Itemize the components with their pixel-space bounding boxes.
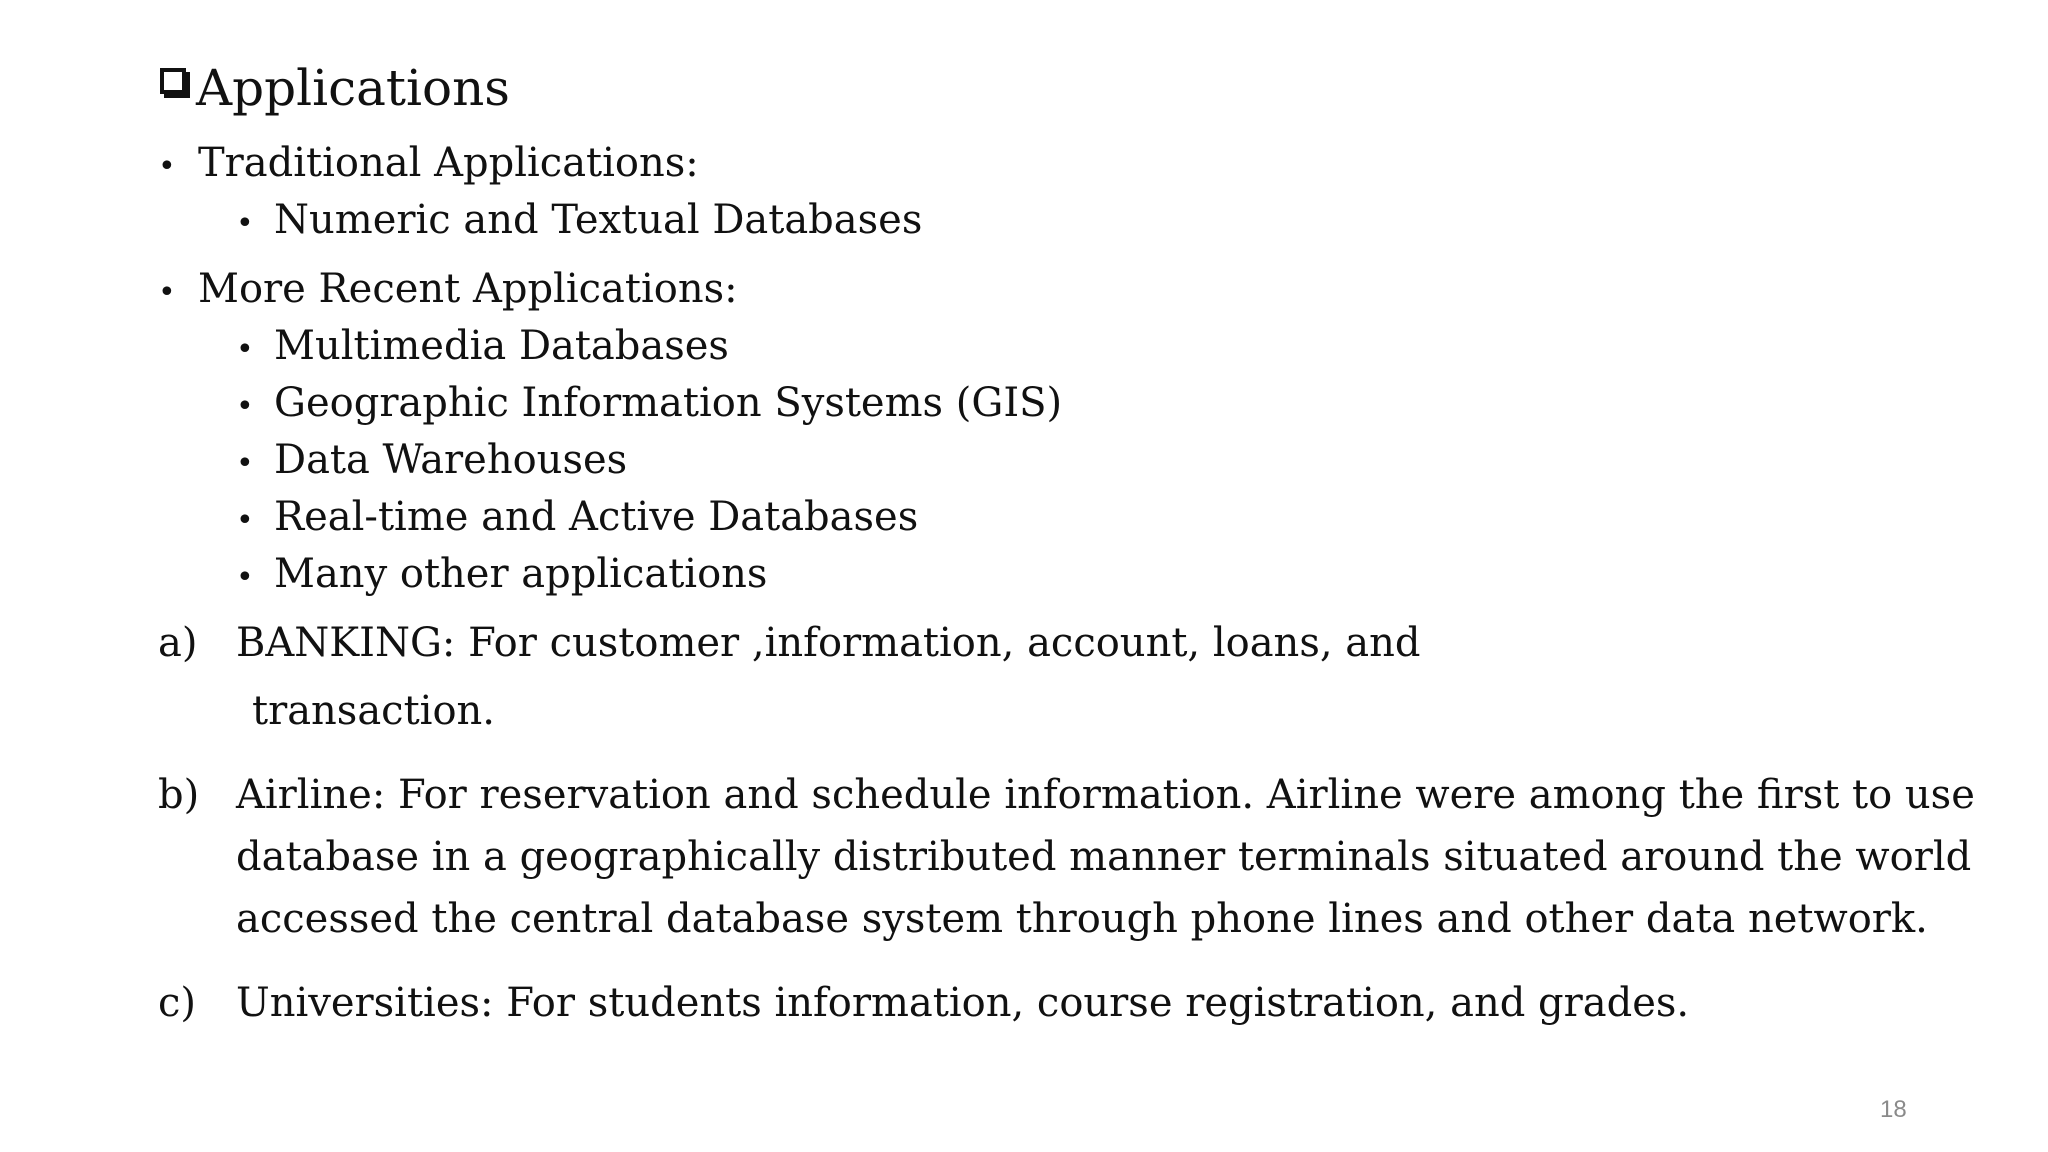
bullet-dot-icon: • <box>236 446 254 481</box>
slide-heading <box>160 56 510 120</box>
page-number: 18 <box>1880 1096 1907 1123</box>
sub-bullet-item <box>236 195 922 249</box>
item-line: BANKING: For customer ,information, account, loans, and <box>236 620 1421 666</box>
heading-text: Applications <box>196 59 510 117</box>
item-line: accessed the central database system through phone lines and other data network. <box>236 896 1928 942</box>
item-marker: b) <box>158 772 200 818</box>
bullet-label: More Recent Applications: <box>198 266 738 312</box>
bullet-label: Traditional Applications: <box>198 140 699 186</box>
item-marker: c) <box>158 980 197 1026</box>
lettered-item-banking <box>158 612 1858 752</box>
item-line: transaction. <box>252 688 496 734</box>
lettered-item-universities <box>158 972 1858 1042</box>
bullet-more-recent-applications <box>158 264 738 318</box>
sub-bullet-item <box>236 378 1062 432</box>
bullet-dot-icon: • <box>236 389 254 424</box>
bullet-dot-icon: • <box>236 332 254 367</box>
sub-bullet-item <box>236 492 918 546</box>
checkbox-square-icon <box>160 68 186 94</box>
sub-bullet-label: Multimedia Databases <box>274 323 729 369</box>
bullet-dot-icon: • <box>236 206 254 241</box>
sub-bullet-label: Real-time and Active Databases <box>274 494 919 540</box>
sub-bullet-item <box>236 549 767 603</box>
bullet-dot-icon: • <box>236 560 254 595</box>
sub-bullet-label: Numeric and Textual Databases <box>274 197 923 243</box>
bullet-dot-icon: • <box>236 503 254 538</box>
bullet-dot-icon: • <box>158 275 176 310</box>
item-line: Universities: For students information, course registration, and grades. <box>236 980 1690 1026</box>
lettered-item-airline <box>158 764 1975 964</box>
sub-bullet-item <box>236 435 627 489</box>
bullet-traditional-applications <box>158 138 699 192</box>
item-line: Airline: For reservation and schedule information. Airline were among the first to use <box>236 772 1975 818</box>
item-marker: a) <box>158 620 198 666</box>
sub-bullet-label: Geographic Information Systems (GIS) <box>274 380 1063 426</box>
sub-bullet-item <box>236 321 729 375</box>
bullet-dot-icon: • <box>158 149 176 184</box>
sub-bullet-label: Many other applications <box>274 551 768 597</box>
item-line: database in a geographically distributed manner terminals situated around the world <box>236 834 1972 880</box>
sub-bullet-label: Data Warehouses <box>274 437 628 483</box>
